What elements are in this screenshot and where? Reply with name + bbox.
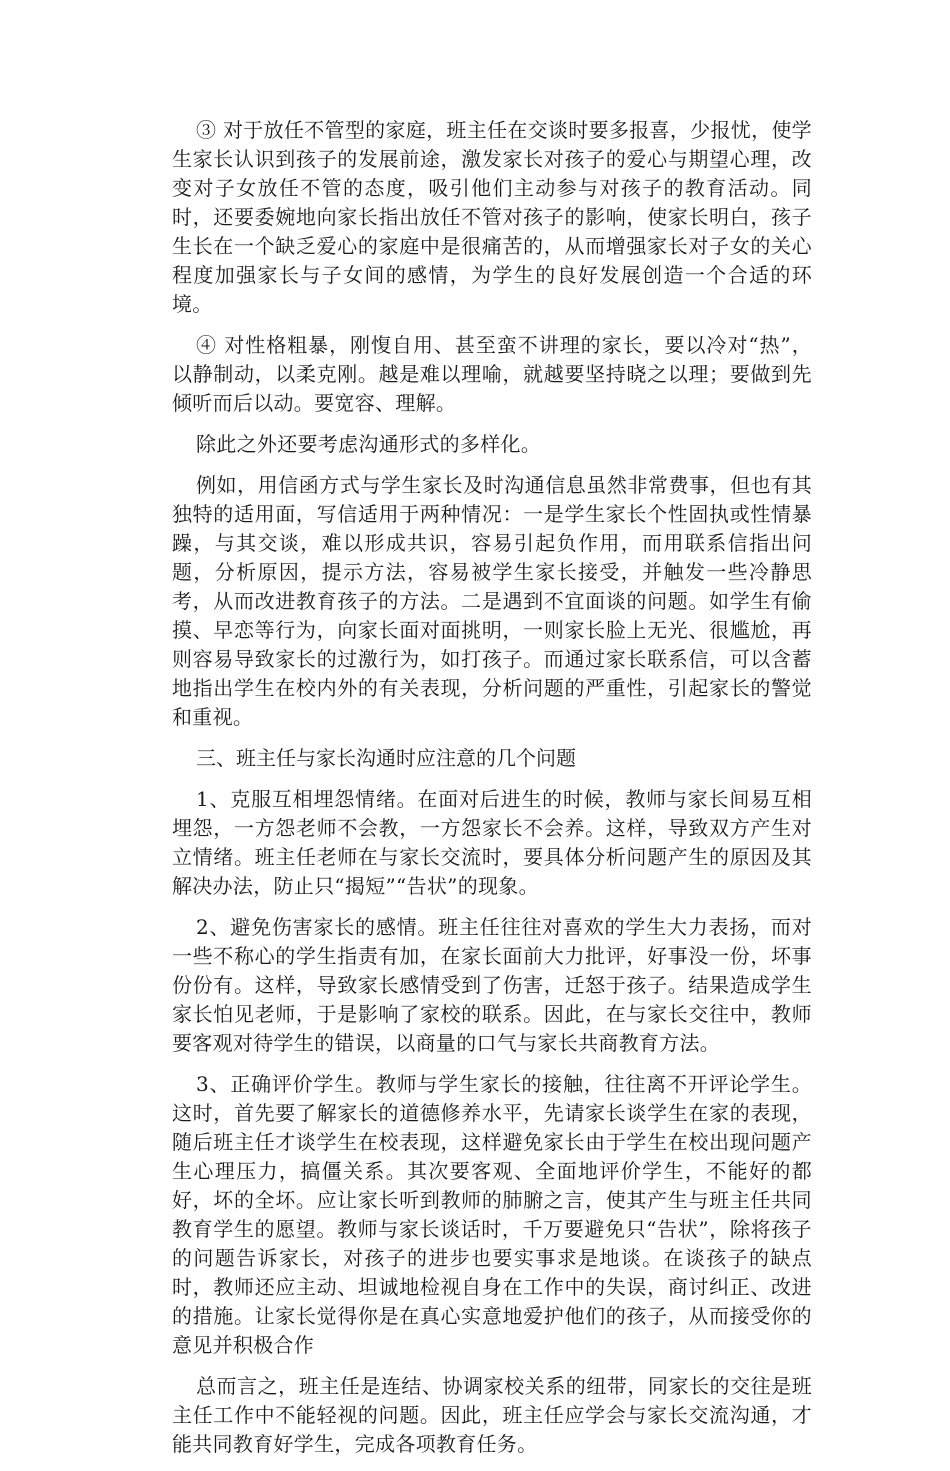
- document-body: [172, 116, 812, 1471]
- section-heading-3: 三、班主任与家长沟通时应注意的几个问题: [196, 746, 576, 770]
- paragraph-letter-example: 例如，用信函方式与学生家长及时沟通信息虽然非常费事，但也有其独特的适用面，写信适用于两种情况：一是学生家长个性固执或性情暴躁，与其交谈，难以形成共识，容易引起负作用，而用联系信指出问题，分析原因，提示方法，容易被学生家长接受，并触发一些冷静思考，从而改进教育孩子的方法。二是遇到不宜面谈的问题。如学生有偷摸、早恋等行为，向家长面对面挑明，一则家长脸上无光、很尴尬，再则容易导致家长的过激行为，如打孩子。而通过家长联系信，可以含蓄地指出学生在校内外的有关表现，分析问题的严重性，引起家长的警觉和重视。: [172, 473, 812, 729]
- paragraph-point-2: 2、避免伤害家长的感情。班主任往往对喜欢的学生大力表扬，而对一些不称心的学生指责有加，在家长面前大力批评，好事没一份，坏事份份有。这样，导致家长感情受到了伤害，迁怒于孩子。结果造成学生家长怕见老师，于是影响了家校的联系。因此，在与家长交往中，教师要客观对待学生的错误，以商量的口气与家长共商教育方法。: [172, 915, 812, 1055]
- paragraph-item-3: ③ 对于放任不管型的家庭，班主任在交谈时要多报喜，少报忧，使学生家长认识到孩子的发展前途，激发家长对孩子的爱心与期望心理，改变对子女放任不管的态度，吸引他们主动参与对孩子的教育活动。同时，还要委婉地向家长指出放任不管对孩子的影响，使家长明白，孩子生长在一个缺乏爱心的家庭中是很痛苦的，从而增强家长对子女的关心程度加强家长与子女间的感情，为学生的良好发展创造一个合适的环境。: [172, 118, 812, 316]
- paragraph-item-4: ④ 对性格粗暴，刚愎自用、甚至蛮不讲理的家长，要以冷对“热”，以静制动，以柔克刚。越是难以理喻，就越要坚持晓之以理；要做到先倾听而后以动。要宽容、理解。: [172, 333, 812, 415]
- paragraph-point-1: 1、克服互相埋怨情绪。在面对后进生的时候，教师与家长间易互相埋怨，一方怨老师不会教，一方怨家长不会养。这样，导致双方产生对立情绪。班主任老师在与家长交流时，要具体分析问题产生的原因及其解决办法，防止只“揭短”“告状”的现象。: [172, 787, 812, 898]
- paragraph-point-3: 3、正确评价学生。教师与学生家长的接触，往往离不开评论学生。这时，首先要了解家长的道德修养水平，先请家长谈学生在家的表现，随后班主任才谈学生在校表现，这样避免家长由于学生在校出现问题产生心理压力，搞僵关系。其次要客观、全面地评价学生，不能好的都好，坏的全坏。应让家长听到教师的肺腑之言，使其产生与班主任共同教育学生的愿望。教师与家长谈话时，千万要避免只“告状”，除将孩子的问题告诉家长，对孩子的进步也要实事求是地谈。在谈孩子的缺点时，教师还应主动、坦诚地检视自身在工作中的失误，商讨纠正、改进的措施。让家长觉得你是在真心实意地爱护他们的孩子，从而接受你的意见并积极合作: [172, 1072, 812, 1357]
- paragraph-communication-forms: 除此之外还要考虑沟通形式的多样化。: [196, 432, 542, 456]
- paragraph-conclusion: 总而言之，班主任是连结、协调家校关系的纽带，同家长的交往是班主任工作中不能轻视的问题。因此，班主任应学会与家长交流沟通，才能共同教育好学生，完成各项教育任务。: [172, 1374, 812, 1456]
